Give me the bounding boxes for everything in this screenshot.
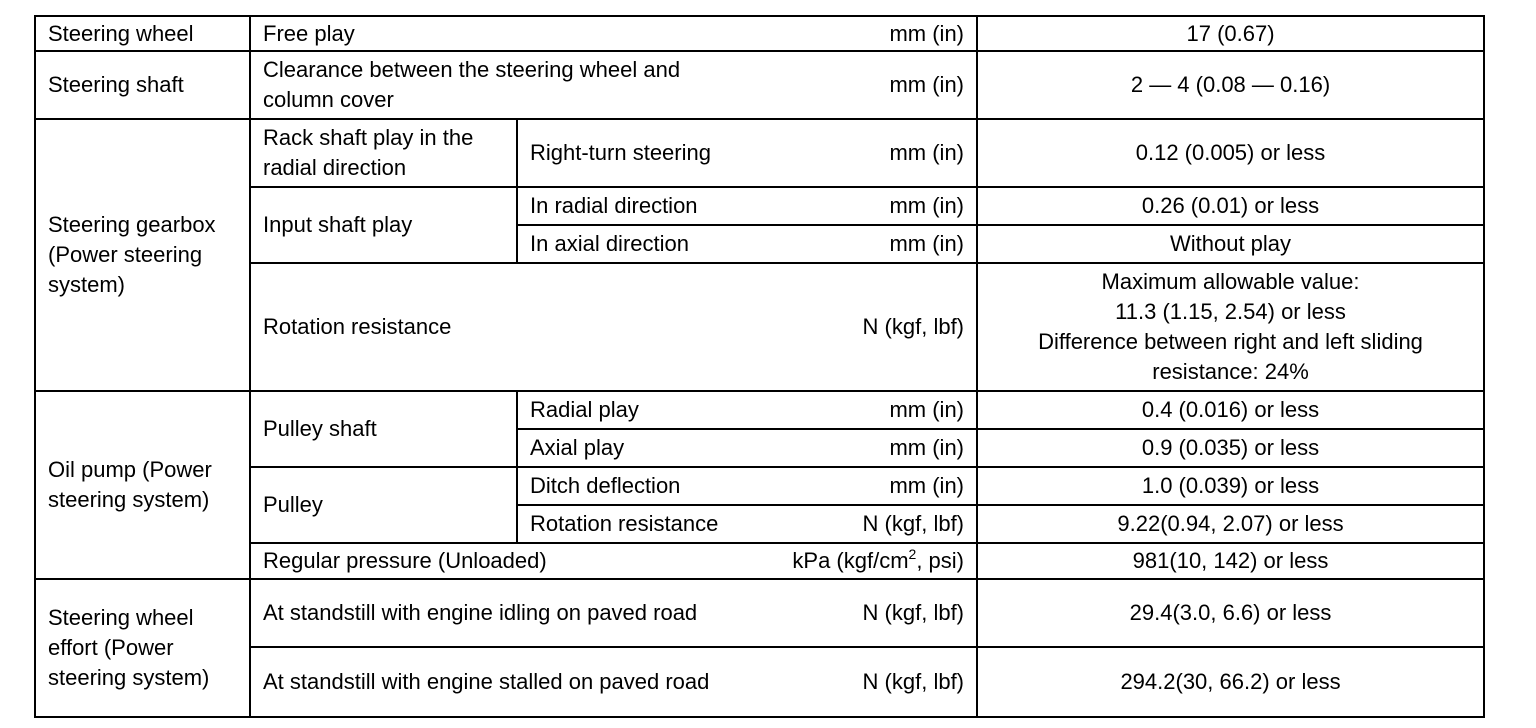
item-label: Free play — [263, 20, 355, 46]
table-row — [35, 263, 1484, 391]
sub-item-label: Axial play — [530, 435, 625, 460]
sub-item-label: Right-turn steering — [530, 140, 711, 165]
value-text: 0.4 (0.016) or less — [1141, 397, 1320, 422]
item-label: Regular pressure (Unloaded) — [263, 548, 547, 573]
value-text: 17 (0.67) — [1186, 20, 1275, 46]
sub-item-cell — [517, 391, 977, 429]
item-cell — [250, 467, 517, 543]
unit-label: mm (in) — [889, 193, 965, 218]
sub-item-cell — [517, 187, 977, 225]
item-label: Rack shaft play in the radial direction — [263, 125, 474, 180]
unit-label: mm (in) — [889, 231, 965, 256]
value-line: Maximum allowable value: — [1101, 269, 1360, 294]
sub-item-label: In radial direction — [530, 193, 698, 218]
unit-label: mm (in) — [889, 140, 965, 165]
value-text: 294.2(30, 66.2) or less — [1120, 669, 1341, 694]
table-row — [35, 391, 1484, 429]
value-text: 1.0 (0.039) or less — [1141, 473, 1320, 498]
value-cell — [977, 543, 1484, 579]
item-label: Pulley shaft — [263, 416, 377, 441]
unit-label: N (kgf, lbf) — [862, 314, 965, 339]
value-cell — [977, 225, 1484, 263]
sub-item-cell — [517, 505, 977, 543]
specification-table — [34, 15, 1485, 718]
unit-label: mm (in) — [889, 72, 965, 97]
value-cell — [977, 391, 1484, 429]
value-line: resistance: 24% — [1152, 359, 1309, 384]
item-label: Clearance between the steering wheel and column cover — [263, 57, 681, 112]
value-line: 11.3 (1.15, 2.54) or less — [1115, 299, 1346, 324]
item-cell — [250, 647, 977, 717]
value-line: Difference between right and left sliding — [1038, 329, 1423, 354]
unit-suffix: , psi) — [916, 548, 965, 573]
sub-item-cell — [517, 467, 977, 505]
item-cell — [250, 119, 517, 187]
sub-item-label: In axial direction — [530, 231, 689, 256]
value-cell — [977, 51, 1484, 119]
sub-item-cell — [517, 119, 977, 187]
unit-label: mm (in) — [889, 435, 965, 460]
value-cell — [977, 647, 1484, 717]
item-label: At standstill with engine stalled on paved road — [263, 669, 710, 694]
group-cell — [35, 391, 250, 579]
value-text: 9.22(0.94, 2.07) or less — [1117, 511, 1344, 536]
table-row — [35, 16, 1484, 51]
unit-label: mm (in) — [889, 20, 965, 46]
value-cell — [977, 505, 1484, 543]
table-row — [35, 119, 1484, 187]
value-cell — [977, 429, 1484, 467]
sub-item-label: Ditch deflection — [530, 473, 681, 498]
value-cell — [977, 16, 1484, 51]
table-row — [35, 467, 1484, 505]
unit-prefix: kPa (kgf/cm — [792, 548, 909, 573]
item-label: At standstill with engine idling on paved road — [263, 600, 698, 625]
value-cell — [977, 187, 1484, 225]
group-cell — [35, 16, 250, 51]
group-cell — [35, 51, 250, 119]
value-text: 2 — 4 (0.08 — 0.16) — [1130, 72, 1331, 97]
sub-item-label: Rotation resistance — [530, 511, 719, 536]
table-row — [35, 543, 1484, 579]
group-label: Steering wheel effort (Power steering system) — [48, 605, 210, 690]
group-label: Steering gearbox (Power steering system) — [48, 212, 216, 297]
group-label: Steering shaft — [48, 72, 184, 97]
sub-item-label: Radial play — [530, 397, 639, 422]
item-cell — [250, 16, 977, 51]
value-cell — [977, 467, 1484, 505]
group-cell — [35, 579, 250, 717]
sub-item-cell — [517, 225, 977, 263]
value-text: 981(10, 142) or less — [1132, 548, 1329, 573]
value-text: Without play — [1169, 231, 1292, 256]
group-label: Oil pump (Power steering system) — [48, 457, 212, 512]
item-label: Input shaft play — [263, 212, 413, 237]
value-cell — [977, 119, 1484, 187]
value-text: 29.4(3.0, 6.6) or less — [1129, 600, 1332, 625]
unit-label: N (kgf, lbf) — [862, 511, 965, 536]
table-row — [35, 647, 1484, 717]
unit-label: N (kgf, lbf) — [862, 669, 965, 694]
table-row — [35, 51, 1484, 119]
unit-label — [792, 546, 964, 576]
item-cell — [250, 391, 517, 467]
unit-label: mm (in) — [889, 473, 965, 498]
group-label: Steering wheel — [48, 20, 194, 46]
item-cell — [250, 51, 977, 119]
unit-label: N (kgf, lbf) — [862, 600, 965, 625]
value-text: 0.12 (0.005) or less — [1135, 140, 1326, 165]
item-cell — [250, 187, 517, 263]
table-row — [35, 579, 1484, 647]
unit-superscript: 2 — [908, 546, 917, 562]
unit-label: mm (in) — [889, 397, 965, 422]
item-cell — [250, 263, 977, 391]
sub-item-cell — [517, 429, 977, 467]
value-cell — [977, 263, 1484, 391]
value-text: 0.26 (0.01) or less — [1141, 193, 1320, 218]
value-cell — [977, 579, 1484, 647]
item-label: Rotation resistance — [263, 314, 452, 339]
group-cell — [35, 119, 250, 391]
value-text: 0.9 (0.035) or less — [1141, 435, 1320, 460]
item-cell — [250, 543, 977, 579]
item-label: Pulley — [263, 492, 323, 517]
item-cell — [250, 579, 977, 647]
table-row — [35, 187, 1484, 225]
